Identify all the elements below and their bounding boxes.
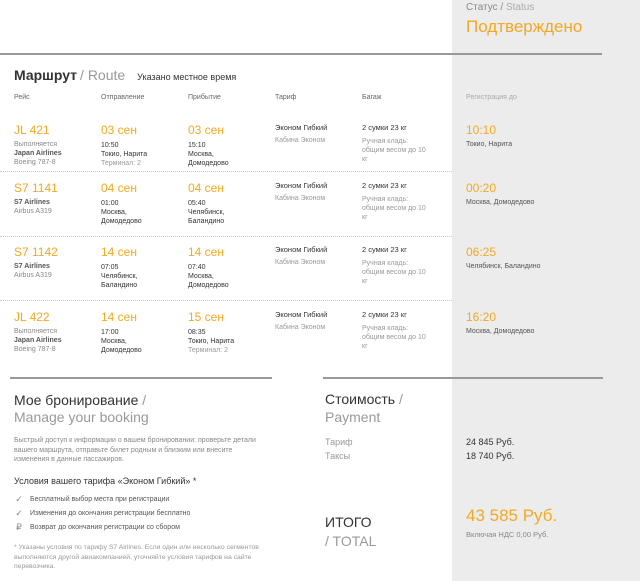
segment-divider: [0, 300, 452, 301]
arrival-date: 15 сен: [188, 310, 224, 324]
departure-date: 03 сен: [101, 123, 137, 137]
top-divider: [0, 53, 602, 55]
arrival-info: 05:40 Челябинск, Баландино: [188, 200, 225, 225]
registration-time: 16:20: [466, 310, 497, 324]
tariff-name: Эконом Гибкий: [275, 123, 328, 132]
departure-info: 01:00 Москва, Домодедово: [101, 200, 142, 225]
operator-info: Выполняется Japan Airlines Boeing 787-8: [14, 141, 62, 166]
baggage-allowance: 2 сумки 23 кг: [362, 123, 407, 132]
arrival-info: 07:40 Москва, Домодедово: [188, 264, 229, 289]
departure-date: 14 сен: [101, 310, 137, 324]
col-registration: Регистрация до: [466, 94, 517, 101]
flight-number: JL 421: [14, 123, 50, 137]
status-label: Статус / Status: [466, 2, 535, 13]
baggage-allowance: 2 сумки 23 кг: [362, 245, 407, 254]
registration-place: Москва, Домодедово: [466, 199, 535, 206]
cabin-class: Кабина Эконом: [275, 324, 326, 331]
departure-info: 17:00 Москва, Домодедово: [101, 329, 142, 354]
registration-time: 10:10: [466, 123, 497, 137]
local-time-note: Указано местное время: [137, 72, 237, 82]
vat-note: Включая НДС 0,00 Руб.: [466, 530, 549, 539]
segment-divider: [0, 171, 452, 172]
total-label: ИТОГО: [325, 514, 372, 530]
tariff-name: Эконом Гибкий: [275, 310, 328, 319]
hand-luggage: Ручная кладь: общим весом до 10 кг: [362, 325, 426, 350]
col-departure: Отправление: [101, 94, 145, 101]
departure-date: 14 сен: [101, 245, 137, 259]
fare-label: Тариф: [325, 437, 353, 447]
baggage-allowance: 2 сумки 23 кг: [362, 310, 407, 319]
status-value: Подтверждено: [466, 17, 583, 36]
col-baggage: Багаж: [362, 94, 382, 101]
tariff-name: Эконом Гибкий: [275, 245, 328, 254]
flight-number: S7 1141: [14, 181, 58, 195]
operator-info: Выполняется Japan Airlines Boeing 787-8: [14, 328, 62, 353]
condition-item: ₽ Возврат до окончания регистрации со сбором: [14, 522, 180, 533]
condition-item: ✓ Изменения до окончания регистрации бесплатно: [15, 508, 191, 518]
registration-place: Москва, Домодедово: [466, 328, 535, 335]
arrival-info: 08:35 Токио, Нарита Терминал: 2: [188, 329, 235, 354]
departure-date: 04 сен: [101, 181, 137, 195]
check-icon: ✓: [15, 494, 23, 504]
registration-place: Токио, Нарита: [466, 141, 513, 148]
arrival-date: 14 сен: [188, 245, 224, 259]
taxes-label: Таксы: [325, 451, 351, 461]
col-tariff: Тариф: [275, 94, 297, 101]
summary-column-bg: [452, 0, 640, 581]
cabin-class: Кабина Эконом: [275, 259, 326, 266]
status-block: [466, 2, 582, 37]
route-header: [14, 67, 236, 83]
route-title: Маршрут: [14, 67, 78, 83]
baggage-allowance: 2 сумки 23 кг: [362, 181, 407, 190]
cost-title-en: Payment: [325, 409, 381, 425]
manage-title: Мое бронирование /: [14, 392, 147, 408]
manage-description: Быстрый доступ к информации о вашем бронировании: проверьте детали вашего маршрута, отправьте билет родным и близким или внесите изменения в данные пассажиров.: [14, 437, 256, 463]
cabin-class: Кабина Эконом: [275, 137, 326, 144]
cost-title: Стоимость /: [325, 391, 403, 407]
manage-title-en: Manage your booking: [14, 409, 149, 425]
condition-item: ✓ Бесплатный выбор места при регистрации: [15, 494, 170, 504]
hand-luggage: Ручная кладь: общим весом до 10 кг: [362, 138, 426, 163]
fare-value: 24 845 Руб.: [466, 437, 515, 447]
cost-divider: [323, 377, 603, 379]
hand-luggage: Ручная кладь: общим весом до 10 кг: [362, 196, 426, 221]
segment-divider: [0, 236, 452, 237]
route-title-en: / Route: [80, 67, 126, 83]
hand-luggage: Ручная кладь: общим весом до 10 кг: [362, 260, 426, 285]
col-arrival: Прибытие: [188, 94, 221, 101]
operator-info: S7 Airlines Airbus A319: [14, 263, 52, 279]
cabin-class: Кабина Эконом: [275, 195, 326, 202]
registration-time: 06:25: [466, 245, 497, 259]
arrival-date: 03 сен: [188, 123, 224, 137]
ruble-icon: ₽: [16, 522, 22, 532]
total-label-en: / TOTAL: [325, 533, 377, 549]
manage-divider: [10, 377, 272, 379]
departure-info: 10:50 Токио, Нарита Терминал: 2: [101, 142, 148, 167]
flight-number: S7 1142: [14, 245, 58, 259]
total-value: 43 585 Руб.: [466, 506, 558, 525]
departure-info: 07:05 Челябинск, Баландино: [101, 264, 138, 289]
flight-number: JL 422: [14, 310, 50, 324]
operator-info: S7 Airlines Airbus A319: [14, 199, 52, 215]
arrival-info: 15:10 Москва, Домодедово: [188, 142, 229, 167]
tariff-name: Эконом Гибкий: [275, 181, 328, 190]
arrival-date: 04 сен: [188, 181, 224, 195]
tariff-conditions-title: Условия вашего тарифа «Эконом Гибкий» *: [14, 476, 197, 486]
tariff-footnote: * Указаны условия по тарифу S7 Airlines. Если один или несколько сегментов выполняются другой авиакомпанией, уточняйте условия тарифов на сайте перевозчика.: [14, 544, 259, 570]
check-icon: ✓: [15, 508, 23, 518]
col-flight: Рейс: [14, 94, 30, 101]
registration-place: Челябинск, Баландино: [466, 263, 541, 270]
taxes-value: 18 740 Руб.: [466, 451, 515, 461]
registration-time: 00:20: [466, 181, 497, 195]
